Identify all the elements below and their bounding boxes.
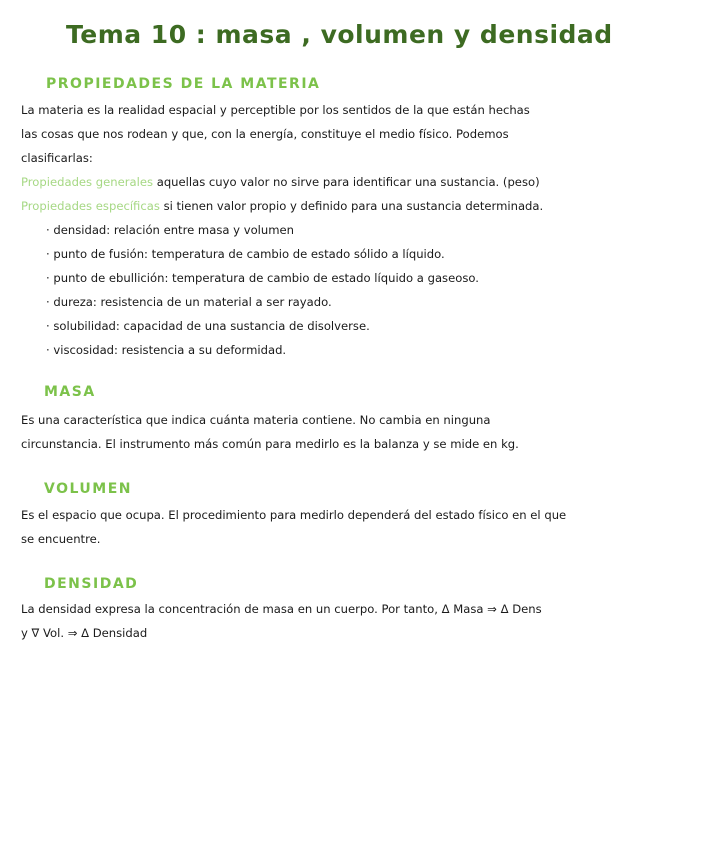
bullet-item: · dureza: resistencia de un material a ser rayado. (46, 295, 332, 309)
bullet-item: · punto de ebullición: temperatura de cambio de estado líquido a gaseoso. (46, 271, 479, 285)
generales-text: aquellas cuyo valor no sirve para identificar una sustancia. (peso) (156, 175, 540, 189)
bullet-item: · punto de fusión: temperatura de cambio de estado sólido a líquido. (46, 247, 445, 261)
generales-label: Propiedades generales (21, 175, 154, 189)
bullet-item: · viscosidad: resistencia a su deformidad. (46, 343, 287, 357)
volumen-line: se encuentre. (21, 532, 101, 546)
heading-propiedades: PROPIEDADES DE LA MATERIA (46, 76, 321, 92)
especificas-label: Propiedades específicas (21, 199, 160, 213)
densidad-text (21, 597, 701, 645)
densidad-line: La densidad expresa la concentración de masa en un cuerpo. Por tanto, Δ Masa ⇒ Δ Dens (21, 602, 542, 616)
propiedades-intro (21, 98, 701, 218)
masa-line: circunstancia. El instrumento más común para medirlo es la balanza y se mide en kg. (21, 437, 519, 451)
volumen-text (21, 503, 701, 551)
especificas-text: si tienen valor propio y definido para una sustancia determinada. (163, 199, 544, 213)
heading-volumen: VOLUMEN (44, 481, 132, 497)
bullet-item: · solubilidad: capacidad de una sustancia de disolverse. (46, 319, 370, 333)
densidad-line: y ∇ Vol. ⇒ Δ Densidad (21, 626, 148, 640)
propiedades-especificas (21, 194, 701, 218)
intro-line: clasificarlas: (21, 151, 93, 165)
bullet-item: · densidad: relación entre masa y volumen (46, 223, 295, 237)
volumen-line: Es el espacio que ocupa. El procedimiento para medirlo dependerá del estado físico en el que (21, 508, 567, 522)
intro-line: las cosas que nos rodean y que, con la energía, constituye el medio físico. Podemos (21, 127, 509, 141)
heading-masa: MASA (44, 384, 96, 400)
heading-densidad: DENSIDAD (44, 576, 139, 592)
propiedades-bullet-list (46, 218, 479, 362)
intro-line: La materia es la realidad espacial y perceptible por los sentidos de la que están hechas (21, 103, 530, 117)
masa-text (21, 408, 701, 456)
masa-line: Es una característica que indica cuánta materia contiene. No cambia en ninguna (21, 413, 491, 427)
propiedades-generales (21, 170, 701, 194)
page-title: Tema 10 : masa , volumen y densidad (66, 20, 613, 49)
